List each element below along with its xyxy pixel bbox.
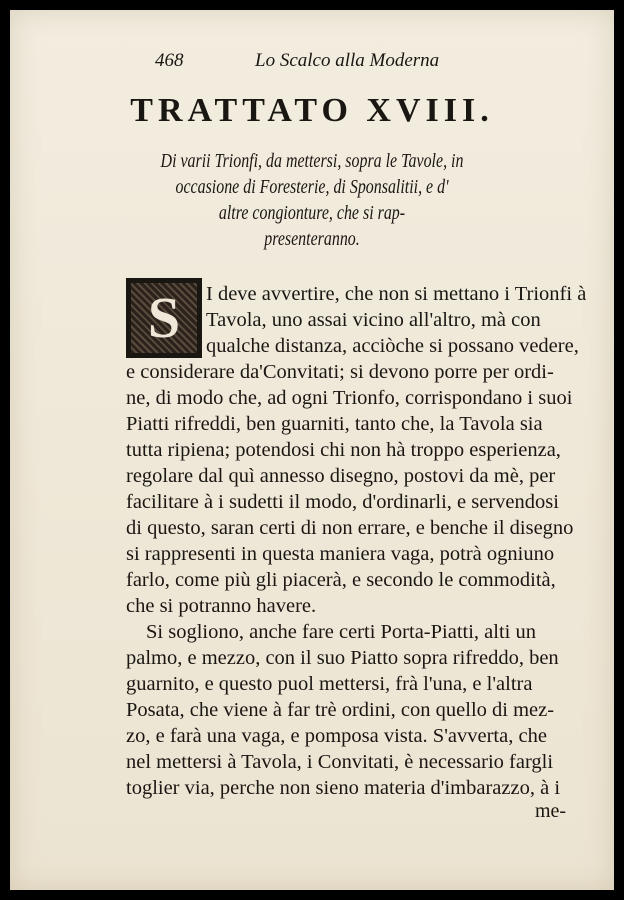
catchword: me- xyxy=(535,800,567,822)
running-header xyxy=(155,50,485,80)
body-line: I deve avvertire, che non si mettano i Trionfi à xyxy=(206,283,587,305)
body-line: tutta ripiena; potendosi chi non hà troppo esperienza, xyxy=(126,439,561,461)
body-line: farlo, come più gli piacerà, e secondo le commodità, xyxy=(126,569,556,591)
subtitle-line: Di varii Trionfi, da mettersi, sopra le Tavole, in xyxy=(160,150,464,172)
body-line: e considerare da'Convitati; si devono porre per ordi- xyxy=(126,361,554,383)
body-line: nel mettersi à Tavola, i Convitati, è necessario fargli xyxy=(126,751,554,773)
book-page xyxy=(10,10,614,890)
body-line: zo, e farà una vaga, e pomposa vista. S'avverta, che xyxy=(126,725,547,747)
body-line: qualche distanza, acciòche si possano vedere, xyxy=(206,335,579,357)
subtitle-line: occasione di Foresterie, di Sponsalitii, e d' xyxy=(175,176,449,198)
body-line: di questo, saran certi di non errare, e benche il disegno xyxy=(126,517,574,539)
body-line: facilitare à i sudetti il modo, d'ordinarli, e servendosi xyxy=(126,491,559,513)
running-title: Lo Scalco alla Moderna xyxy=(255,50,440,71)
body-line: palmo, e mezzo, con il suo Piatto sopra rifreddo, ben xyxy=(126,647,559,669)
body-line: regolare dal quì annesso disegno, postovi da mè, per xyxy=(126,465,556,487)
body-line: si rappresenti in questa maniera vaga, potrà ogniuno xyxy=(126,543,555,565)
decorated-initial xyxy=(126,278,202,358)
decorated-initial-ornament xyxy=(131,283,197,353)
body-line: che si potranno havere. xyxy=(126,595,317,617)
body-line: toglier via, perche non sieno materia d'imbarazzo, à i xyxy=(126,777,561,799)
body-line: Si sogliono, anche fare certi Porta-Piatti, alti un xyxy=(146,621,536,643)
body-line: guarnito, e questo puol mettersi, frà l'una, e l'altra xyxy=(126,673,533,695)
subtitle-line: altre congionture, che si rap- xyxy=(218,202,406,224)
treatise-title: TRATTATO XVIII. xyxy=(130,92,494,129)
subtitle-line: presenteranno. xyxy=(264,228,360,250)
body-line: Piatti rifreddi, ben guarniti, tanto che, la Tavola sia xyxy=(126,413,543,435)
body-line: ne, di modo che, ad ogni Trionfo, corrispondano i suoi xyxy=(126,387,573,409)
body-line: Posata, che viene à far trè ordini, con quello di mez- xyxy=(126,699,555,721)
decorated-initial-letter: S xyxy=(147,285,181,350)
body-line: Tavola, uno assai vicino all'altro, mà con xyxy=(206,309,541,331)
page-number: 468 xyxy=(155,50,184,71)
